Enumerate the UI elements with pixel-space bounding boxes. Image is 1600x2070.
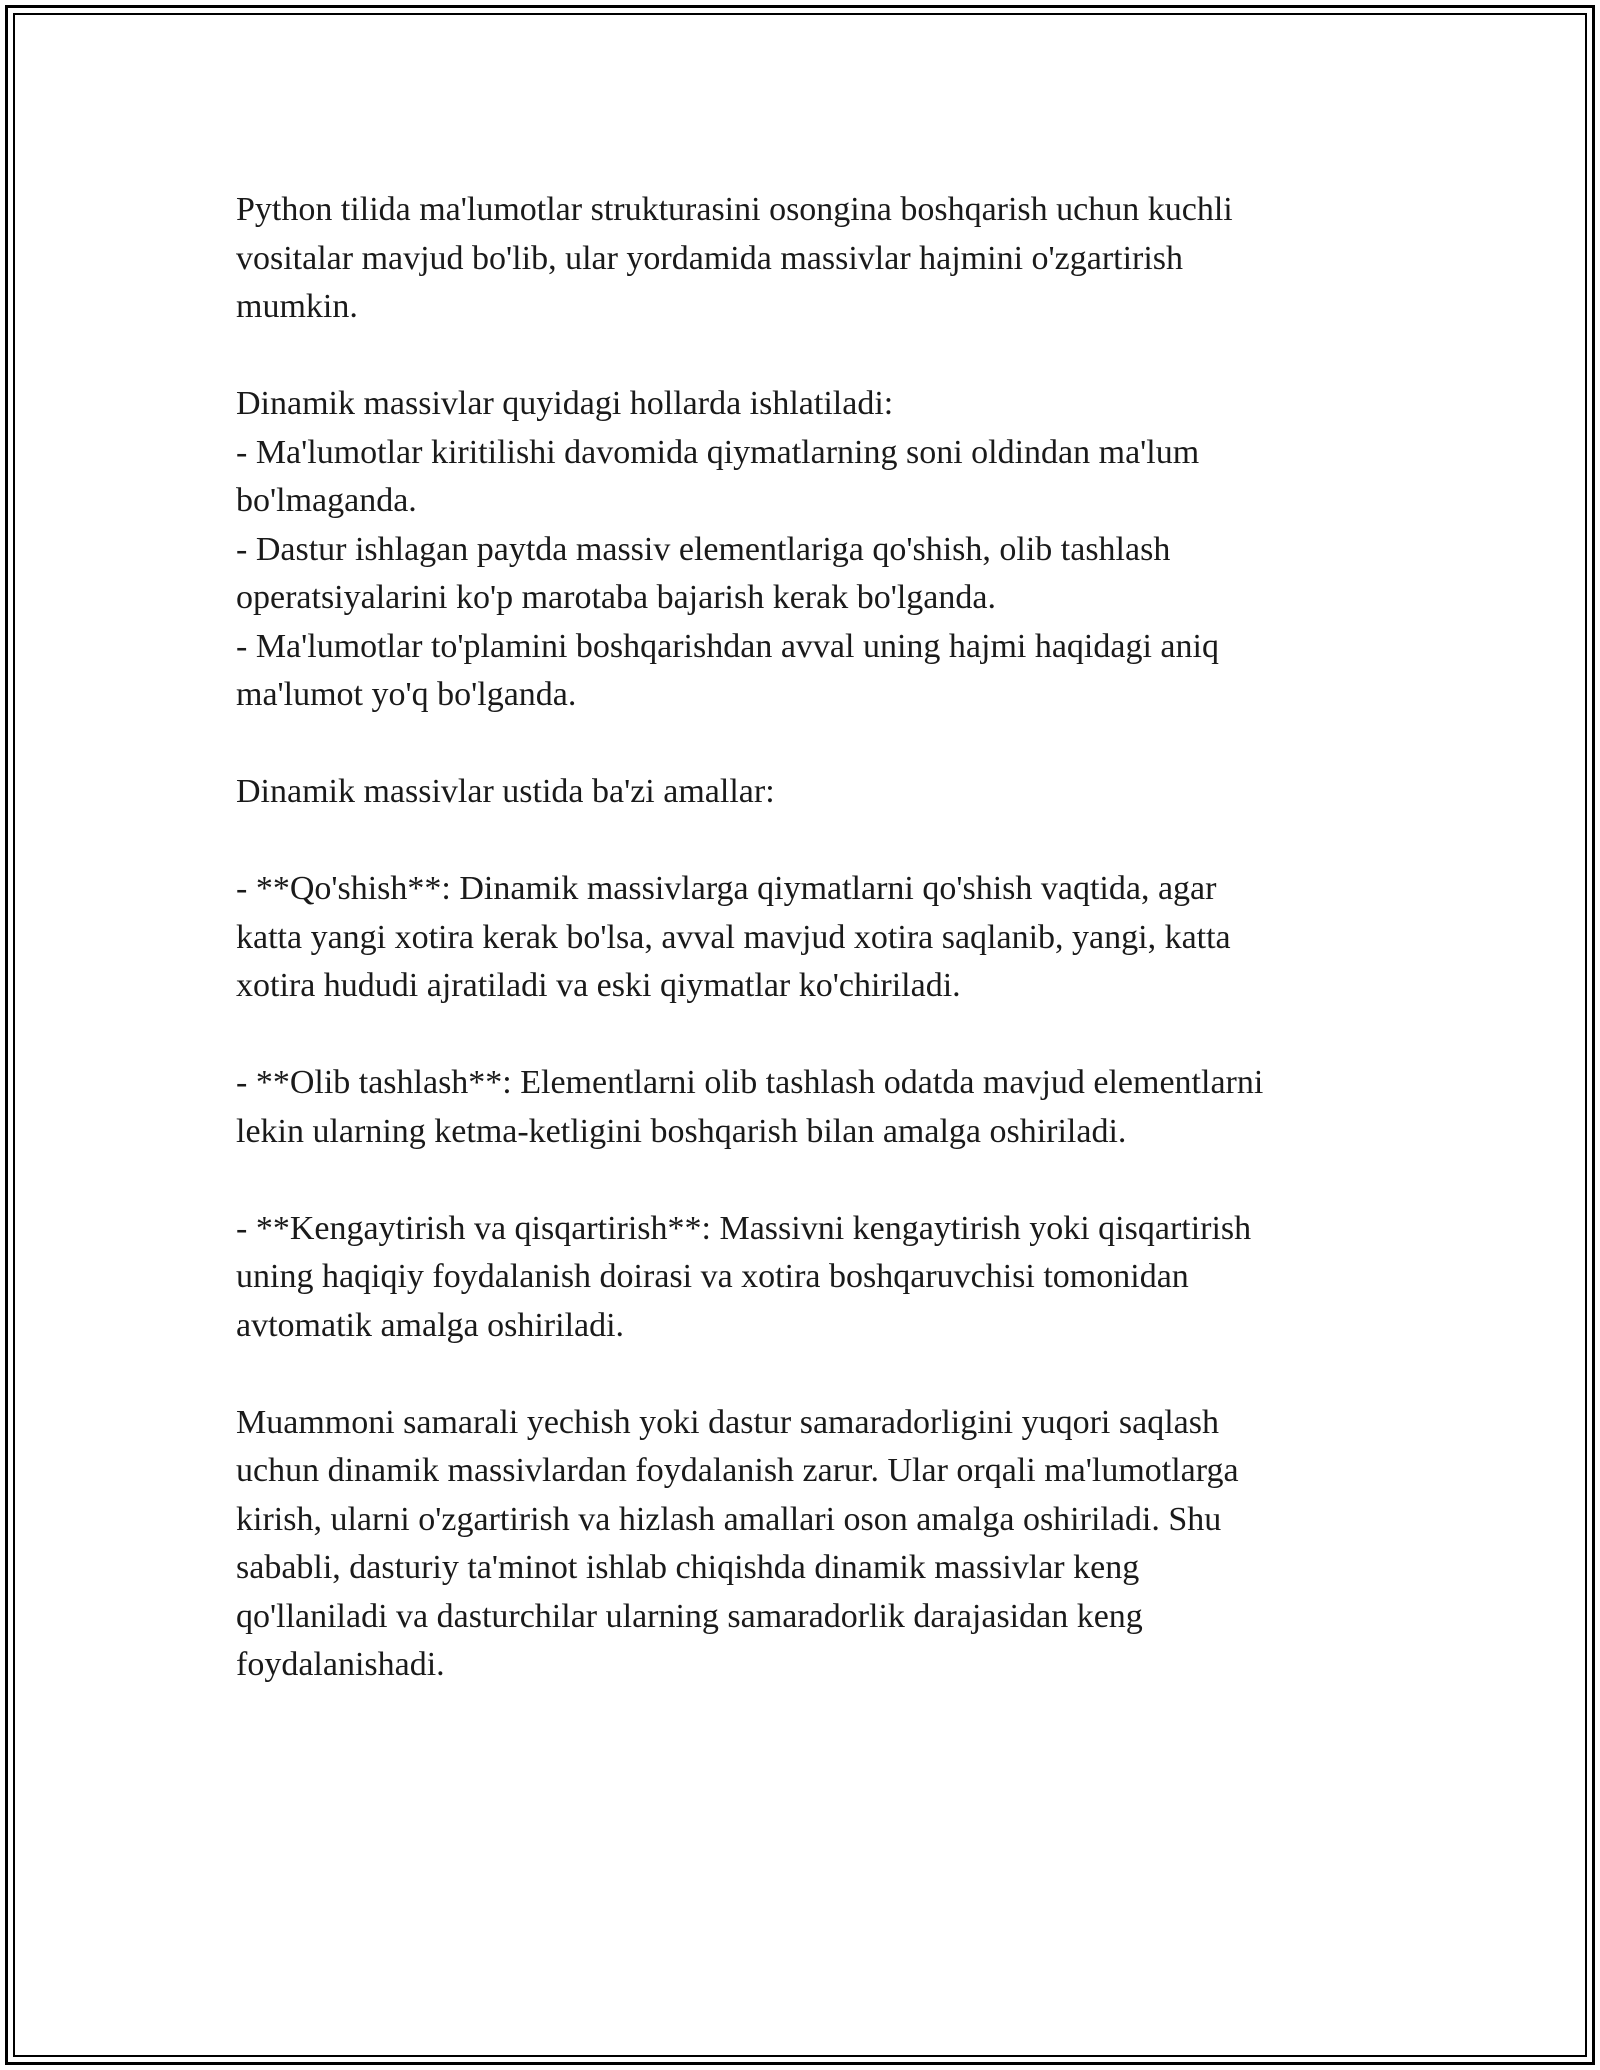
text-line: - Ma'lumotlar kiritilishi davomida qiymatlarning soni oldindan ma'lum — [236, 433, 1200, 471]
text-line: - **Kengaytirish va qisqartirish**: Massivni kengaytirish yoki qisqartirish — [236, 1209, 1252, 1247]
text-line: ma'lumot yo'q bo'lganda. — [236, 676, 577, 713]
text-line: Dinamik massivlar quyidagi hollarda ishlatiladi: — [236, 385, 894, 422]
text-line: avtomatik amalga oshiriladi. — [236, 1306, 625, 1344]
text-line: uchun dinamik massivlardan foydalanish zarur. Ular orqali ma'lumotlarga — [236, 1452, 1239, 1489]
paragraph-usage-cases — [236, 380, 1366, 720]
text-line: - **Qo'shish**: Dinamik massivlarga qiymatlarni qo'shish vaqtida, agar — [236, 870, 1217, 907]
paragraph-operation-resize — [236, 1205, 1366, 1351]
text-line: uning haqiqiy foydalanish doirasi va xotira boshqaruvchisi tomonidan — [236, 1258, 1189, 1295]
text-line: qo'llaniladi va dasturchilar ularning samaradorlik darajasidan keng — [236, 1597, 1143, 1635]
text-line: - **Olib tashlash**: Elementlarni olib tashlash odatda mavjud elementlarni — [236, 1064, 1264, 1101]
text-line: mumkin. — [236, 288, 358, 325]
paragraph-operation-add — [236, 865, 1366, 1011]
text-line: xotira hududi ajratiladi va eski qiymatlar ko'chiriladi. — [236, 967, 961, 1004]
paragraph-operations-heading — [236, 768, 1366, 817]
text-line: Dinamik massivlar ustida ba'zi amallar: — [236, 773, 775, 810]
text-line: kirish, ularni o'zgartirish va hizlash amallari oson amalga oshiriladi. Shu — [236, 1500, 1222, 1538]
text-line: vositalar mavjud bo'lib, ular yordamida massivlar hajmini o'zgartirish — [236, 239, 1184, 277]
text-line: katta yangi xotira kerak bo'lsa, avval mavjud xotira saqlanib, yangi, katta — [236, 918, 1231, 956]
text-line: foydalanishadi. — [236, 1646, 445, 1683]
text-line: sababli, dasturiy ta'minot ishlab chiqishda dinamik massivlar keng — [236, 1549, 1140, 1586]
paragraph-operation-remove — [236, 1059, 1366, 1156]
document-body — [236, 186, 1366, 1738]
text-line: - Dastur ishlagan paytda massiv elementlariga qo'shish, olib tashlash — [236, 530, 1171, 568]
text-line: operatsiyalarini ko'p marotaba bajarish kerak bo'lganda. — [236, 579, 996, 616]
text-line: lekin ularning ketma-ketligini boshqarish bilan amalga oshiriladi. — [236, 1112, 1127, 1150]
text-line: - Ma'lumotlar to'plamini boshqarishdan avval uning hajmi haqidagi aniq — [236, 627, 1219, 665]
text-line: bo'lmaganda. — [236, 482, 417, 519]
paragraph-conclusion — [236, 1399, 1366, 1690]
text-line: Muammoni samarali yechish yoki dastur samaradorligini yuqori saqlash — [236, 1403, 1219, 1441]
text-line: Python tilida ma'lumotlar strukturasini osongina boshqarish uchun kuchli — [236, 191, 1233, 228]
paragraph-intro — [236, 186, 1366, 332]
